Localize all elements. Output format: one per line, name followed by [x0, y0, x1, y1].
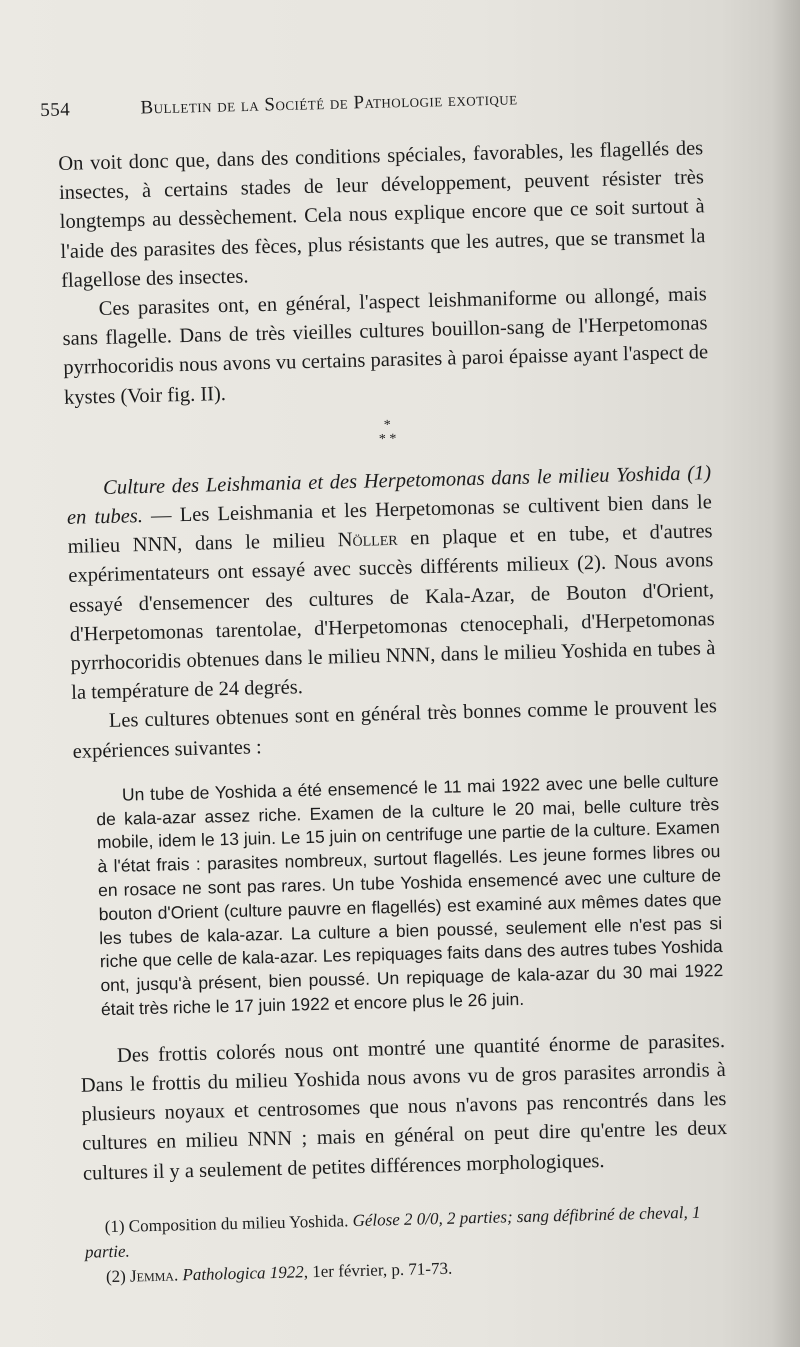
- separator-stars-bottom: * *: [378, 431, 397, 448]
- running-header: [40, 85, 660, 122]
- section-title: Culture des Leishmania et des Herpetomonas dans le milieu Yoshida (1) en tubes.: [66, 461, 712, 529]
- section-separator: [65, 411, 710, 455]
- noller-name: Nöller: [337, 528, 398, 552]
- paragraph-3-text-a: — Les Leishmania et les Herpetomonas se cultivent bien dans le milieu NNN, dans le milieu: [67, 491, 713, 559]
- paragraph-3: [66, 459, 717, 708]
- separator-star-top: *: [383, 417, 392, 433]
- page-edge-shadow: [772, 0, 800, 1347]
- paragraph-4: Les cultures obtenues sont en général très bonnes comme le prouvent les expériences suivantes :: [72, 695, 718, 763]
- footnote-2-author: Jemma: [129, 1265, 175, 1286]
- footnote-1-italic: Gélose 2 0/0, 2 parties; sang défibriné de cheval, 1 partie.: [84, 1202, 701, 1262]
- experiment-report: Un tube de Yoshida a été ensemencé le 11 mai 1922 avec une belle culture de kala-azar assez riche. Examen de la culture le 20 mai, belle culture très mobile, idem le 13 juin. Le 15 juin on centrifuge une partie de la culture. Examen à l'état frais : parasites nombreux, surtout flagellés. Les jeune formes libres ou en rosace ne sont pas rares. Un tube Yoshida ensemencé avec une culture de bouton d'Orient (culture pauvre en flagellés) est examiné aux mêmes dates que les tubes de kala-azar. La culture a bien poussé, seulement elle n'est pas si riche que celle de kala-azar. Les repiquages faits dans des autres tubes Yoshida ont, jusqu'à présent, bien poussé. Un repiquage de kala-azar du 30 mai 1922 était très riche le 17 juin 1922 et encore plus le 26 juin.: [96, 769, 724, 1020]
- paragraph-3-text-b: en plaque et en tube, et d'autres expérimentateurs ont essayé avec succès différents milieux (2). Nous avons essayé d'ensemencer des cultures de Kala-Azar, de Bouton d'Orient, d'Herpetomonas tarentolae, d'Herpetomonas ctenocephali, d'Herpetomonas pyrrhocoridis obtenues dans le milieu NNN, dans le milieu Yoshida en tubes à la température de 24 degrés.: [68, 520, 716, 705]
- paragraph-1: On voit donc que, dans des conditions spéciales, favorables, les flagellés des insectes, à certains stades de leur développement, peuvent résister très longtemps au dessèchement. Cela nous explique encore que ce soit surtout à l'aide des parasites des fèces, plus résistants que les autres, que se transmet la flagellose des insectes.: [58, 137, 706, 292]
- main-text: [58, 134, 731, 1289]
- footnote-2-tail: , 1er février, p. 71-73.: [303, 1258, 453, 1282]
- paragraph-2: Ces parasites ont, en général, l'aspect leishmaniforme ou allongé, mais sans flagelle. Dans de très vieilles cultures bouillon-sang de l'Herpetomonas pyrrhocoridis nous avons vu certains parasites à paroi épaisse ayant l'aspect de kystes (Voir fig. II).: [62, 283, 709, 409]
- paragraph-5: Des frottis colorés nous ont montré une quantité énorme de parasites. Dans le frottis du milieu Yoshida nous avons vu de gros parasites arrondis à plusieurs noyaux et centrosomes que nous n'avons pas rencontrés dans les cultures en milieu NNN ; mais en général on peut dire qu'entre les deux cultures il y a seulement de petites différences morphologiques.: [80, 1029, 728, 1185]
- journal-title: Bulletin de la Société de Pathologie exotique: [140, 88, 518, 119]
- footnote-2-lead: (2): [105, 1266, 131, 1287]
- footnote-1-lead: (1) Composition du milieu Yoshida.: [104, 1210, 353, 1237]
- footnote-2-journal: Pathologica 1922: [182, 1262, 304, 1285]
- page-number: 554: [40, 99, 71, 121]
- footnote-2-sep: .: [173, 1265, 183, 1285]
